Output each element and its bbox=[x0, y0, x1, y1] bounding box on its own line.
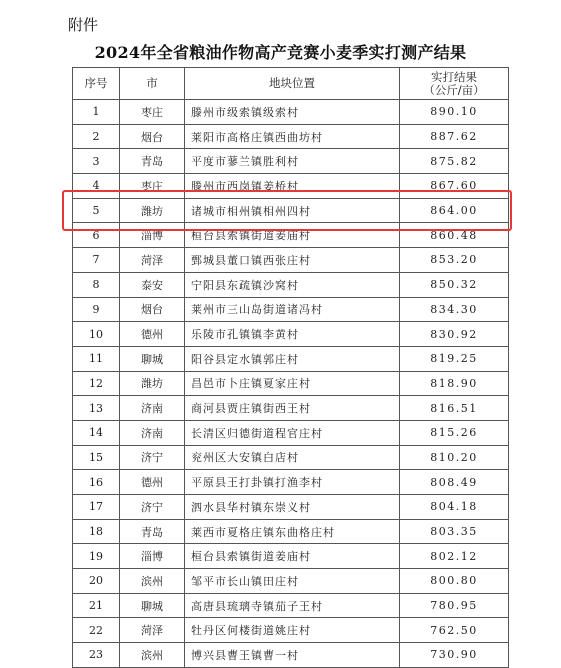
cell-yield: 853.20 bbox=[400, 248, 509, 273]
table-row bbox=[73, 569, 509, 594]
table-row bbox=[73, 124, 509, 149]
cell-city: 烟台 bbox=[120, 297, 185, 322]
cell-yield: 816.51 bbox=[400, 396, 509, 421]
cell-location: 邹平市长山镇田庄村 bbox=[185, 569, 400, 594]
cell-yield: 819.25 bbox=[400, 346, 509, 371]
cell-no: 20 bbox=[73, 569, 120, 594]
table-row bbox=[73, 174, 509, 199]
table-row bbox=[73, 100, 509, 125]
cell-yield: 818.90 bbox=[400, 371, 509, 396]
cell-yield: 830.92 bbox=[400, 322, 509, 347]
results-table bbox=[72, 67, 509, 668]
cell-no: 6 bbox=[73, 223, 120, 248]
table-row bbox=[73, 420, 509, 445]
cell-location: 诸城市相州镇相州四村 bbox=[185, 198, 400, 223]
table-row bbox=[73, 322, 509, 347]
cell-city: 菏泽 bbox=[120, 618, 185, 643]
cell-no: 3 bbox=[73, 149, 120, 174]
table-row bbox=[73, 149, 509, 174]
cell-no: 1 bbox=[73, 100, 120, 125]
cell-location: 鄄城县董口镇西张庄村 bbox=[185, 248, 400, 273]
cell-city: 济南 bbox=[120, 420, 185, 445]
attachment-label: 附件 bbox=[68, 16, 99, 34]
cell-location: 昌邑市卜庄镇夏家庄村 bbox=[185, 371, 400, 396]
cell-no: 10 bbox=[73, 322, 120, 347]
cell-no: 19 bbox=[73, 544, 120, 569]
cell-location: 平度市蓼兰镇胜利村 bbox=[185, 149, 400, 174]
cell-city: 菏泽 bbox=[120, 248, 185, 273]
cell-yield: 800.80 bbox=[400, 569, 509, 594]
table-row bbox=[73, 445, 509, 470]
header-no: 序号 bbox=[73, 68, 120, 100]
header-yield-unit: （公斤/亩） bbox=[423, 82, 485, 97]
header-yield bbox=[400, 68, 509, 100]
cell-location: 兖州区大安镇白店村 bbox=[185, 445, 400, 470]
cell-no: 15 bbox=[73, 445, 120, 470]
table-row bbox=[73, 248, 509, 273]
cell-city: 济宁 bbox=[120, 445, 185, 470]
cell-no: 9 bbox=[73, 297, 120, 322]
cell-city: 潍坊 bbox=[120, 371, 185, 396]
cell-location: 高唐县琉璃寺镇茄子王村 bbox=[185, 593, 400, 618]
cell-no: 16 bbox=[73, 470, 120, 495]
cell-city: 烟台 bbox=[120, 124, 185, 149]
cell-location: 宁阳县东疏镇沙窝村 bbox=[185, 272, 400, 297]
cell-no: 23 bbox=[73, 643, 120, 668]
table-body bbox=[73, 100, 509, 668]
cell-no: 12 bbox=[73, 371, 120, 396]
cell-no: 7 bbox=[73, 248, 120, 273]
table-row bbox=[73, 544, 509, 569]
cell-yield: 780.95 bbox=[400, 593, 509, 618]
table-row bbox=[73, 618, 509, 643]
table-header-row bbox=[73, 68, 509, 100]
cell-yield: 867.60 bbox=[400, 174, 509, 199]
header-yield-title: 实打结果 bbox=[431, 69, 477, 84]
table-row bbox=[73, 396, 509, 421]
table-row bbox=[73, 519, 509, 544]
cell-city: 青岛 bbox=[120, 149, 185, 174]
cell-no: 8 bbox=[73, 272, 120, 297]
cell-city: 滨州 bbox=[120, 643, 185, 668]
table-row bbox=[73, 198, 509, 223]
cell-location: 滕州市级索镇级索村 bbox=[185, 100, 400, 125]
cell-yield: 815.26 bbox=[400, 420, 509, 445]
table-row bbox=[73, 371, 509, 396]
cell-location: 莱州市三山岛街道诸冯村 bbox=[185, 297, 400, 322]
cell-no: 21 bbox=[73, 593, 120, 618]
cell-yield: 834.30 bbox=[400, 297, 509, 322]
header-location: 地块位置 bbox=[185, 68, 400, 100]
cell-yield: 887.62 bbox=[400, 124, 509, 149]
cell-location: 商河县贾庄镇街西王村 bbox=[185, 396, 400, 421]
cell-location: 平原县王打卦镇打渔李村 bbox=[185, 470, 400, 495]
cell-city: 德州 bbox=[120, 470, 185, 495]
cell-yield: 802.12 bbox=[400, 544, 509, 569]
cell-yield: 810.20 bbox=[400, 445, 509, 470]
cell-city: 淄博 bbox=[120, 544, 185, 569]
cell-city: 枣庄 bbox=[120, 100, 185, 125]
cell-city: 枣庄 bbox=[120, 174, 185, 199]
table-row bbox=[73, 470, 509, 495]
cell-city: 聊城 bbox=[120, 593, 185, 618]
cell-yield: 762.50 bbox=[400, 618, 509, 643]
cell-no: 5 bbox=[73, 198, 120, 223]
cell-yield: 803.35 bbox=[400, 519, 509, 544]
cell-no: 22 bbox=[73, 618, 120, 643]
document-title: 2024年全省粮油作物高产竞赛小麦季实打测产结果 bbox=[94, 43, 467, 62]
cell-yield: 730.90 bbox=[400, 643, 509, 668]
table-row bbox=[73, 272, 509, 297]
table-row bbox=[73, 223, 509, 248]
cell-city: 德州 bbox=[120, 322, 185, 347]
cell-city: 泰安 bbox=[120, 272, 185, 297]
cell-location: 乐陵市孔镇镇李黄村 bbox=[185, 322, 400, 347]
cell-yield: 850.32 bbox=[400, 272, 509, 297]
cell-location: 阳谷县定水镇郭庄村 bbox=[185, 346, 400, 371]
cell-no: 2 bbox=[73, 124, 120, 149]
cell-location: 泗水县华村镇东崇义村 bbox=[185, 495, 400, 520]
cell-yield: 804.18 bbox=[400, 495, 509, 520]
cell-yield: 860.48 bbox=[400, 223, 509, 248]
cell-no: 11 bbox=[73, 346, 120, 371]
table-row bbox=[73, 643, 509, 668]
table-row bbox=[73, 297, 509, 322]
header-city: 市 bbox=[120, 68, 185, 100]
cell-location: 莱阳市高格庄镇西曲坊村 bbox=[185, 124, 400, 149]
cell-location: 滕州市西岗镇姜桥村 bbox=[185, 174, 400, 199]
cell-city: 青岛 bbox=[120, 519, 185, 544]
cell-location: 牡丹区何楼街道姚庄村 bbox=[185, 618, 400, 643]
cell-location: 博兴县曹王镇曹一村 bbox=[185, 643, 400, 668]
cell-yield: 864.00 bbox=[400, 198, 509, 223]
cell-location: 桓台县索镇街道姜庙村 bbox=[185, 223, 400, 248]
cell-yield: 875.82 bbox=[400, 149, 509, 174]
cell-city: 淄博 bbox=[120, 223, 185, 248]
cell-city: 济宁 bbox=[120, 495, 185, 520]
cell-location: 莱西市夏格庄镇东曲格庄村 bbox=[185, 519, 400, 544]
cell-no: 4 bbox=[73, 174, 120, 199]
cell-yield: 808.49 bbox=[400, 470, 509, 495]
cell-location: 桓台县索镇街道姜庙村 bbox=[185, 544, 400, 569]
cell-yield: 890.10 bbox=[400, 100, 509, 125]
cell-city: 济南 bbox=[120, 396, 185, 421]
cell-location: 长清区归德街道程官庄村 bbox=[185, 420, 400, 445]
table-row bbox=[73, 495, 509, 520]
cell-city: 滨州 bbox=[120, 569, 185, 594]
cell-no: 17 bbox=[73, 495, 120, 520]
cell-city: 潍坊 bbox=[120, 198, 185, 223]
cell-no: 14 bbox=[73, 420, 120, 445]
cell-no: 13 bbox=[73, 396, 120, 421]
table-row bbox=[73, 593, 509, 618]
table-row bbox=[73, 346, 509, 371]
cell-city: 聊城 bbox=[120, 346, 185, 371]
cell-no: 18 bbox=[73, 519, 120, 544]
